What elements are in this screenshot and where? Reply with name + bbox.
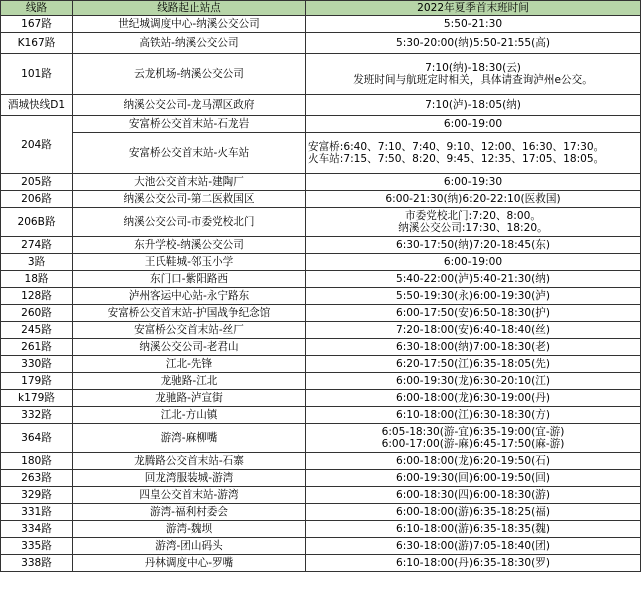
line-cell: 180路 [1,453,73,470]
table-row [1,288,641,305]
time-cell: 6:10-18:00(游)6:35-18:35(魏) [306,521,641,538]
line-cell: 128路 [1,288,73,305]
header-line: 线路 [1,1,73,16]
line-cell: 330路 [1,356,73,373]
table-row [1,174,641,191]
line-cell: 329路 [1,487,73,504]
header-row [1,1,641,16]
table-row [1,407,641,424]
stops-cell: 高铁站-纳溪公交公司 [73,33,306,54]
time-cell: 6:00-18:00(龙)6:20-19:50(石) [306,453,641,470]
line-cell: 205路 [1,174,73,191]
table-row [1,390,641,407]
time-cell [306,133,641,174]
stops-cell: 四皇公交首末站-游湾 [73,487,306,504]
table-row [1,237,641,254]
stops-cell: 龙驰路-江北 [73,373,306,390]
stops-cell: 王氏鞋城-邻玉小学 [73,254,306,271]
stops-cell: 游湾-麻柳嘴 [73,424,306,453]
table-row [1,116,641,133]
time-cell [306,424,641,453]
time-cell: 6:00-18:00(游)6:35-18:25(福) [306,504,641,521]
time-cell: 6:00-19:00 [306,254,641,271]
time-cell: 7:10(泸)-18:05(纳) [306,95,641,116]
time-cell: 5:50-21:30 [306,16,641,33]
line-cell: 18路 [1,271,73,288]
time-cell: 6:30-18:00(纳)7:00-18:30(老) [306,339,641,356]
time-line: 6:00-17:00(游-麻)6:45-17:50(麻-游) [381,438,565,450]
stops-cell: 龙腾路公交首末站-石寨 [73,453,306,470]
line-cell: 206B路 [1,208,73,237]
stops-cell: 安富桥公交首末站-石龙岩 [73,116,306,133]
time-cell: 6:00-18:00(龙)6:30-19:00(丹) [306,390,641,407]
line-cell: 261路 [1,339,73,356]
time-cell: 6:00-21:30(纳)6:20-22:10(医救国) [306,191,641,208]
table-row [1,538,641,555]
time-cell: 6:10-18:00(江)6:30-18:30(方) [306,407,641,424]
time-cell: 6:30-18:00(游)7:05-18:40(团) [306,538,641,555]
stops-cell: 纳溪公交公司-市委党校北门 [73,208,306,237]
stops-cell: 东升学校-纳溪公交公司 [73,237,306,254]
stops-cell: 龙驰路-泸宣街 [73,390,306,407]
time-cell: 6:00-17:50(安)6:50-18:30(护) [306,305,641,322]
stops-cell: 江北-方山镇 [73,407,306,424]
table-row [1,16,641,33]
line-cell: k179路 [1,390,73,407]
line-cell: 204路 [1,116,73,174]
time-line: 市委党校北门:7:20、8:00。 [405,210,541,222]
stops-cell: 泸州客运中心站-永宁路东 [73,288,306,305]
stops-cell: 游湾-魏坝 [73,521,306,538]
table-row [1,373,641,390]
line-cell: 335路 [1,538,73,555]
table-row [1,254,641,271]
stops-cell: 丹林调度中心-罗嘴 [73,555,306,572]
stops-cell: 安富桥公交首末站-丝厂 [73,322,306,339]
table-row [1,305,641,322]
time-line: 7:10(纳)-18:30(云) [425,62,521,74]
time-cell: 5:30-20:00(纳)5:50-21:55(高) [306,33,641,54]
time-line: 火车站:7:15、7:50、8:20、9:45、12:35、17:05、18:05。 [308,153,605,165]
stops-cell: 纳溪公交公司-老君山 [73,339,306,356]
table-row [1,339,641,356]
line-cell: 274路 [1,237,73,254]
stops-cell: 游湾-团山码头 [73,538,306,555]
stops-cell: 世纪城调度中心-纳溪公交公司 [73,16,306,33]
table-row [1,33,641,54]
line-cell: 酒城快线D1 [1,95,73,116]
time-cell: 7:20-18:00(安)6:40-18:40(丝) [306,322,641,339]
line-cell: 260路 [1,305,73,322]
table-row [1,191,641,208]
header-stops: 线路起止站点 [73,1,306,16]
time-cell: 6:00-19:30(龙)6:30-20:10(江) [306,373,641,390]
time-cell [306,54,641,95]
stops-cell: 纳溪公交公司-第二医救国区 [73,191,306,208]
time-cell: 6:00-19:00 [306,116,641,133]
time-note: 发班时间与航班定时相关，具体请查询泸州e公交。 [353,74,593,86]
time-cell: 6:00-19:30(回)6:00-19:50(回) [306,470,641,487]
time-cell: 5:50-19:30(永)6:00-19:30(泸) [306,288,641,305]
stops-cell: 大池公交首末站-建陶厂 [73,174,306,191]
table-row [1,504,641,521]
line-cell: K167路 [1,33,73,54]
time-line: 纳溪公交公司:17:30、18:20。 [398,222,548,234]
table-row [1,54,641,95]
line-cell: 3路 [1,254,73,271]
stops-cell: 安富桥公交首末站-火车站 [73,133,306,174]
line-cell: 338路 [1,555,73,572]
time-line: 安富桥:6:40、7:10、7:40、9:10、12:00、16:30、17:30。 [308,141,605,153]
line-cell: 364路 [1,424,73,453]
table-row [1,521,641,538]
time-cell: 6:20-17:50(江)6:35-18:05(先) [306,356,641,373]
line-cell: 179路 [1,373,73,390]
time-line: 6:05-18:30(游-宜)6:35-19:00(宜-游) [381,426,565,438]
line-cell: 331路 [1,504,73,521]
stops-cell: 云龙机场-纳溪公交公司 [73,54,306,95]
time-cell: 6:30-17:50(纳)7:20-18:45(东) [306,237,641,254]
line-cell: 263路 [1,470,73,487]
table-row [1,322,641,339]
stops-cell: 游湾-福利村委会 [73,504,306,521]
line-cell: 245路 [1,322,73,339]
table-row [1,470,641,487]
line-cell: 206路 [1,191,73,208]
line-cell: 332路 [1,407,73,424]
time-cell: 5:40-22:00(泸)5:40-21:30(纳) [306,271,641,288]
table-row [1,271,641,288]
table-row [1,356,641,373]
stops-cell: 江北-先锋 [73,356,306,373]
stops-cell: 纳溪公交公司-龙马潭区政府 [73,95,306,116]
time-cell: 6:00-18:30(四)6:00-18:30(游) [306,487,641,504]
table-row [1,487,641,504]
stops-cell: 东门口-紫阳路西 [73,271,306,288]
time-cell: 6:10-18:00(丹)6:35-18:30(罗) [306,555,641,572]
line-cell: 334路 [1,521,73,538]
table-row [1,424,641,453]
time-cell: 6:00-19:30 [306,174,641,191]
header-times: 2022年夏季首末班时间 [306,1,641,16]
line-cell: 101路 [1,54,73,95]
line-cell: 167路 [1,16,73,33]
table-row [1,208,641,237]
table-row [1,133,641,174]
stops-cell: 安富桥公交首末站-护国战争纪念馆 [73,305,306,322]
stops-cell: 回龙湾服装城-游湾 [73,470,306,487]
table-row [1,95,641,116]
table-row [1,555,641,572]
table-row [1,453,641,470]
time-cell [306,208,641,237]
